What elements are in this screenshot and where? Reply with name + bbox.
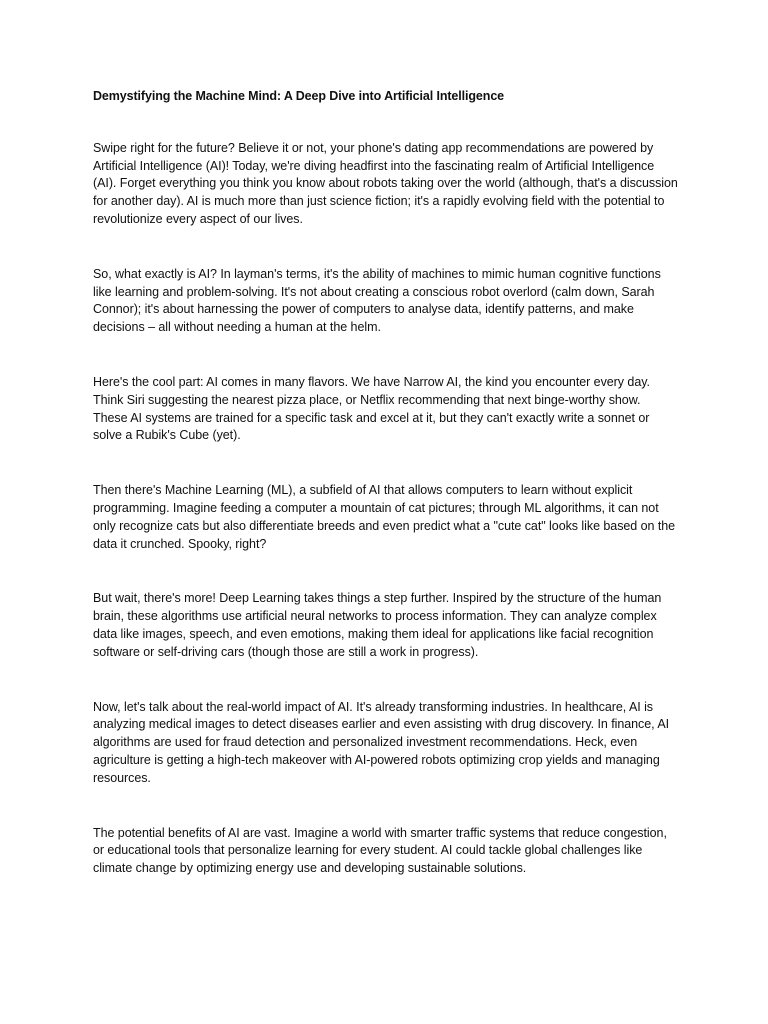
document-body [93,88,678,915]
paragraph: The potential benefits of AI are vast. Imagine a world with smarter traffic systems that reduce congestion, or educational tools that personalize learning for every student. AI could tackle global challenges like climate change by optimizing energy use and developing sustainable solutions. [93,825,667,876]
document-title: Demystifying the Machine Mind: A Deep Dive into Artificial Intelligence [93,89,505,103]
paragraph: Now, let's talk about the real-world impact of AI. It's already transforming industries. In healthcare, AI is analyzing medical images to detect diseases earlier and even assisting with drug discovery. In finance, AI algorithms are used for fraud detection and personalized investment recommendations. Heck, even agriculture is getting a high-tech makeover with AI-powered robots optimizing crop yields and managing resources. [93,699,670,785]
paragraph: Here's the cool part: AI comes in many flavors. We have Narrow AI, the kind you encounter every day. Think Siri suggesting the nearest pizza place, or Netflix recommending that next binge-worthy show. These AI systems are trained for a specific task and excel at it, but they can't exactly write a sonnet or solve a Rubik's Cube (yet). [93,374,650,443]
paragraph: So, what exactly is AI? In layman's terms, it's the ability of machines to mimic human cognitive functions like learning and problem-solving. It's not about creating a conscious robot overlord (calm down, Sarah Connor); it's about harnessing the power of computers to analyse data, identify patterns, and make decisions – all without needing a human at the helm. [93,266,661,335]
paragraph: But wait, there's more! Deep Learning takes things a step further. Inspired by the structure of the human brain, these algorithms use artificial neural networks to process information. They can analyze complex data like images, speech, and even emotions, making them ideal for applications like facial recognition software or self-driving cars (though those are still a work in progress). [93,591,662,659]
paragraph: Then there's Machine Learning (ML), a subfield of AI that allows computers to learn without explicit programming. Imagine feeding a computer a mountain of cat pictures; through ML algorithms, it can not only recognize cats but also differentiate breeds and even predict what a "cute cat" looks like based on the data it crunched. Spooky, right? [93,483,676,551]
paragraph: Swipe right for the future? Believe it or not, your phone's dating app recommendations are powered by Artificial Intelligence (AI)! Today, we're diving headfirst into the fascinating realm of Artificial Intelligence (AI). Forget everything you think you know about robots taking over the world (although, that's a discussion for another day). AI is much more than just science fiction; it's a rapidly evolving field with the potential to revolutionize every aspect of our lives. [93,140,678,226]
